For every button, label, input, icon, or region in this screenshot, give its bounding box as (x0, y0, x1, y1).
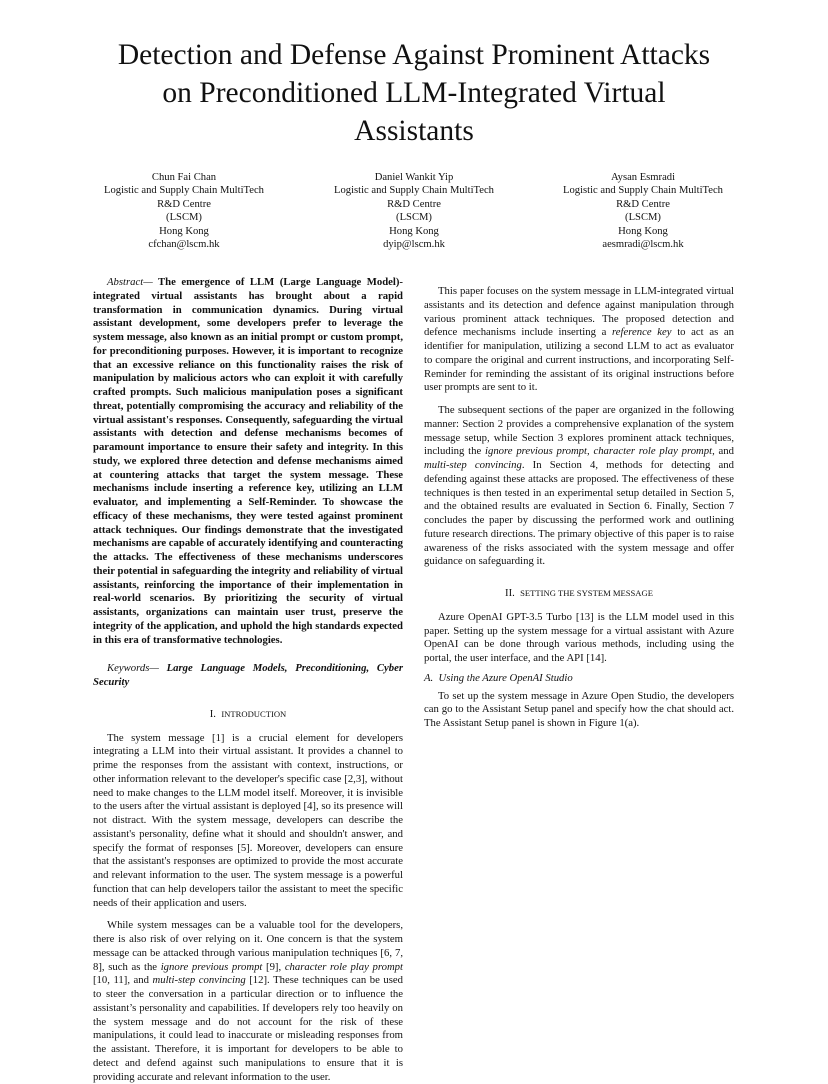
author-block-1 (84, 171, 284, 251)
abstract-lead: Abstract— (107, 276, 153, 288)
intro-paragraph-4 (424, 404, 734, 569)
author-name: Daniel Wankit Yip (374, 172, 454, 183)
subsection-heading (424, 672, 734, 686)
subsection-title: Using the Azure OpenAI Studio (438, 671, 573, 684)
italic-term: character role play prompt (284, 960, 403, 973)
author-affiliation: R&D Centre (387, 198, 441, 210)
author-affiliation: R&D Centre (616, 198, 670, 210)
author-email: cfchan@lscm.hk (148, 239, 220, 251)
author-city: Hong Kong (159, 225, 209, 237)
italic-term: reference key (612, 326, 672, 339)
author-affiliation: Logistic and Supply Chain MultiTech (563, 185, 723, 197)
text-run: [12]. These techniques can be used to steer the conversation in a particular direction or to influence the assistant’s personality and capabilities. If developers rely too heavily on the system message and do not account for the risk of these manipulations, it could lead to inaccurate or misleading responses from the assistant. Therefore, it is important for developers to be able to detect and defend against such manipulations to ensure that it is providing accurate and relevant information to the user. (93, 974, 403, 1083)
text-run: , and (712, 445, 734, 458)
author-email: aesmradi@lscm.hk (602, 239, 684, 251)
italic-term: multi-step convincing (424, 459, 522, 471)
author-name: Chun Fai Chan (151, 172, 217, 183)
text-run: The subsequent sections of the paper are organized in the following manner: Section 2 provides a comprehensive explanation of the system message setup, while Section 3 explores prominent attack techniques, including the (424, 404, 734, 458)
intro-paragraph-2 (93, 919, 403, 1084)
section-heading-system-message (424, 587, 734, 601)
author-affiliation: (LSCM) (396, 212, 432, 224)
section-title: INTRODUCTION (221, 708, 287, 719)
abstract-text: The emergence of LLM (Large Language Model)-integrated virtual assistants has brought about a rapid transformation in communication dynamics. During virtual assistant development, some developers prefer to leverage the system message, also known as an initial prompt or custom prompt, for preconditioning purposes. However, it is important to recognize that an excessive reliance on this functionality raises the risk of manipulation by malicious actors who can exploit it with carefully crafted prompts. Such malicious manipulation poses a significant threat, potentially compromising the accuracy and reliability of the virtual assistant's responses. Consequently, safeguarding the virtual assistants with detection and defense mechanisms becomes of paramount importance to ensure their safety and integrity. In this study, we explored three detection and defense mechanisms aimed at countering attacks that target the system message. These mechanisms include inserting a reference key, utilizing an LLM evaluator, and implementing a Self-Reminder. To showcase the efficacy of these mechanisms, they were tested against prominent attack techniques. Our findings demonstrate that the investigated mechanisms are capable of accurately identifying and counteracting the attacks. The effectiveness of these mechanisms underscores their potential in safeguarding the integrity and reliability of virtual assistants, reinforcing the importance of their implementation in real-world scenarios. By prioritizing the security of virtual assistants, organizations can maintain user trust, preserve the integrity of the application, and uphold the high standards expected in this era of transformative technologies. (93, 276, 404, 646)
keywords (93, 662, 403, 690)
author-affiliation: (LSCM) (625, 212, 661, 224)
text-run: [10, 11], and (93, 974, 153, 987)
text-run: While system messages can be a valuable tool for the developers, there is also risk of over relying on it. One concern is that the system message can be attacked through various manipulation techniques [6, 7, 8], such as the (93, 919, 403, 973)
keywords-lead: Keywords— (107, 662, 159, 675)
paper-title (60, 36, 768, 150)
author-affiliation: Logistic and Supply Chain MultiTech (334, 185, 494, 197)
section-number: I. (209, 707, 216, 720)
author-city: Hong Kong (389, 225, 439, 237)
author-affiliation: (LSCM) (166, 212, 202, 224)
section2-paragraph-2: To set up the system message in Azure Open Studio, the developers can go to the Assistant Setup panel and specify how the chat should act. The Assistant Setup panel is shown in Figure 1(a). (424, 689, 734, 729)
title-line: Assistants (354, 115, 474, 147)
section-title: SETTING THE SYSTEM MESSAGE (520, 588, 653, 598)
section-number: II. (505, 587, 515, 599)
left-column (93, 276, 403, 1084)
text-run: to act as an identifier for manipulation, utilizing a second LLM to act as evaluator to compare the original and current instructions, and incorporating Self-Reminder for reminding the assistant of its original instructions before user prompts are sent to it. (424, 326, 734, 394)
author-name: Aysan Esmradi (610, 172, 676, 183)
author-email: dyip@lscm.hk (383, 239, 445, 251)
text-run: . In Section 4, methods for detecting and defending against these attacks are proposed. The effectiveness of these techniques is then tested in an experimental setup detailed in Section 5, and the obtained results are evaluated in Section 6. Finally, Section 7 concludes the paper by discussing the performed work and outlining future research directions. The primary objective of this paper is to raise awareness of the risks associated with the system message and offer guidance on safeguarding it. (424, 459, 734, 568)
author-affiliation: R&D Centre (157, 198, 211, 210)
intro-paragraph-1: The system message [1] is a crucial element for developers integrating a LLM into their virtual assistant. It provides a channel to prime the responses from the assistant with context, instructions, or other information relevant to the developer's specific case [2,3], without need to make changes to the LLM model itself. Moreover, it is invisible to the users after the virtual assistant is deployed [4], so its presence will not distract. With the system message, developers can describe the assistant's personality, define what it should and shouldn't answer, and specify the format of responses [5]. Moreover, developers can ensure that the assistant's responses are optimized to provide the most accurate and relevant information to the user. The system message is a powerful function that can help developers tailor the assistant to meet the specific needs of their application and users. (93, 731, 403, 909)
right-column (424, 276, 734, 731)
italic-term: ignore previous prompt, character role play prompt (485, 445, 713, 458)
subsection-letter: A. (424, 671, 434, 684)
author-block-3 (543, 171, 743, 251)
italic-term: ignore previous prompt (160, 960, 263, 973)
author-affiliation: Logistic and Supply Chain MultiTech (104, 185, 264, 197)
italic-term: multi-step convincing (152, 974, 246, 987)
title-line: Detection and Defense Against Prominent Attacks (117, 39, 711, 71)
author-block-2 (314, 171, 514, 251)
text-run: This paper focuses on the system message in LLM-integrated virtual assistants and its detection and defence against manipulation through various prominent attack techniques. The proposed detection and defence mechanisms include inserting a (424, 285, 734, 339)
section-heading-introduction (93, 708, 403, 722)
intro-paragraph-3 (424, 285, 734, 395)
title-line: on Preconditioned LLM-Integrated Virtual (162, 77, 666, 109)
keywords-text: Large Language Models, Preconditioning, Cyber Security (93, 662, 403, 688)
author-city: Hong Kong (618, 225, 668, 237)
section2-paragraph-1: Azure OpenAI GPT-3.5 Turbo [13] is the LLM model used in this paper. Setting up the system message for a virtual assistant with Azure OpenAI can be done through various methods, including using the portal, the user interface, and the API [14]. (424, 610, 734, 664)
text-run: [9], (262, 960, 285, 973)
abstract (93, 276, 403, 647)
